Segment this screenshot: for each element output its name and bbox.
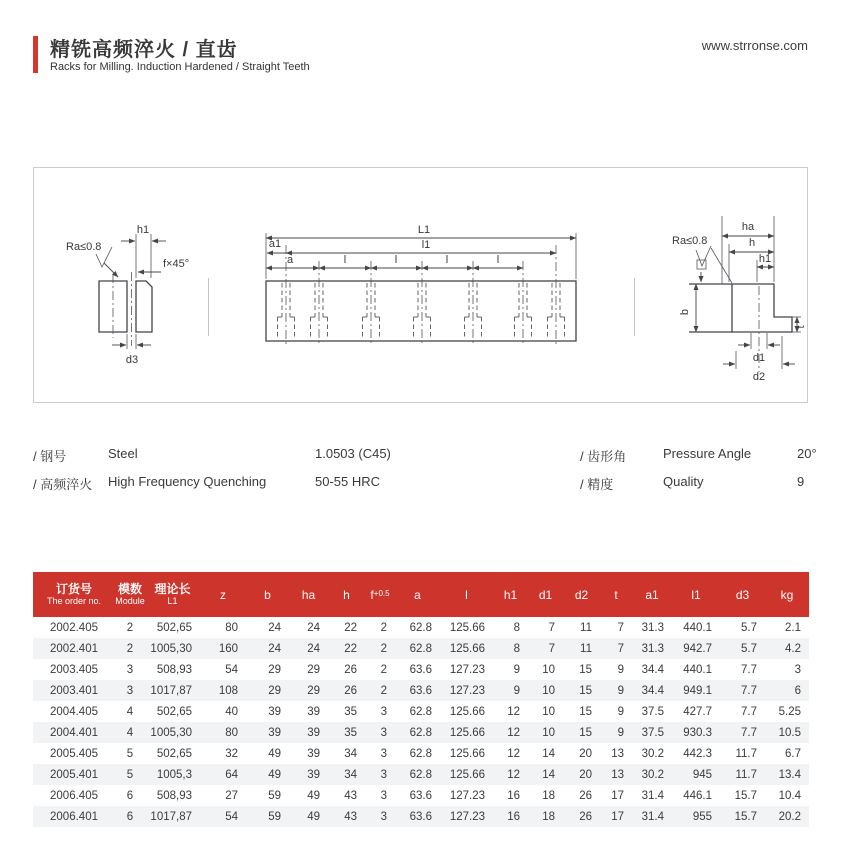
table-cell: 4	[126, 705, 134, 718]
dim-l-pitch	[319, 254, 523, 268]
table-cell: 10	[542, 684, 555, 697]
table-cell: 26	[579, 789, 592, 802]
table-cell: 26	[344, 663, 357, 676]
dim-h1	[757, 253, 774, 282]
table-cell: 63.6	[409, 789, 432, 802]
table-cell: 2006.401	[50, 810, 98, 823]
table-cell: 30.2	[641, 768, 664, 781]
table-cell: 62.8	[409, 621, 432, 634]
table-cell: 127.23	[449, 663, 485, 676]
website-url: www.strronse.com	[701, 38, 808, 53]
table-cell: 2003.401	[50, 684, 98, 697]
dim-label-d1: d1	[752, 352, 766, 364]
table-cell: 35	[344, 705, 357, 718]
table-cell: 34	[344, 768, 357, 781]
table-cell: 39	[268, 726, 281, 739]
table-cell: 13	[611, 768, 624, 781]
table-cell: 3	[380, 705, 387, 718]
table-cell: 15	[579, 726, 592, 739]
table-cell: 10	[542, 663, 555, 676]
table-cell: 7.7	[741, 684, 757, 697]
dim-d3	[112, 334, 151, 366]
col-h1: h1	[493, 572, 528, 617]
dim-label-L1: L1	[417, 224, 431, 236]
table-cell: 49	[268, 768, 281, 781]
dim-l1	[286, 239, 556, 253]
table-cell: 3	[380, 726, 387, 739]
table-row	[33, 722, 809, 743]
table-cell: 2004.405	[50, 705, 98, 718]
table-cell: 9	[617, 705, 624, 718]
table-cell: 34.4	[641, 663, 664, 676]
surface-finish-label: Ra≤0.8	[66, 241, 102, 253]
table-cell: 7	[548, 621, 555, 634]
table-cell: 7.7	[741, 663, 757, 676]
table-cell: 22	[344, 642, 357, 655]
table-cell: 3	[126, 684, 134, 697]
table-cell: 30.2	[641, 747, 664, 760]
dim-label-h1: h1	[136, 224, 150, 236]
table-cell: 2002.405	[50, 621, 98, 634]
table-row	[33, 680, 809, 701]
table-cell: 27	[225, 789, 238, 802]
table-cell: 15.7	[734, 789, 757, 802]
table-cell: 125.66	[449, 747, 485, 760]
rack-end-section-view	[62, 186, 252, 396]
table-cell: 127.23	[449, 684, 485, 697]
table-cell: 15.7	[734, 810, 757, 823]
table-cell: 8	[513, 642, 520, 655]
table-cell: 945	[692, 768, 712, 781]
col-l1: l1	[672, 572, 720, 617]
table-cell: 9	[513, 663, 520, 676]
dim-label-l: l	[343, 254, 347, 266]
spec-value: 50-55 HRC	[315, 474, 381, 489]
dim-label-l: l	[394, 254, 398, 266]
table-cell: 16	[507, 789, 520, 802]
table-row	[33, 659, 809, 680]
table-cell: 2004.401	[50, 726, 98, 739]
col-l: l	[440, 572, 493, 617]
table-cell: 125.66	[449, 705, 485, 718]
dim-label-l1: l1	[421, 239, 431, 251]
dim-a	[266, 254, 319, 268]
table-row	[33, 806, 809, 827]
table-cell: 1005,30	[150, 726, 192, 739]
table-cell: 14	[542, 768, 555, 781]
table-cell: 39	[268, 705, 281, 718]
table-cell: 125.66	[449, 768, 485, 781]
table-cell: 427.7	[683, 705, 712, 718]
table-cell: 17	[611, 789, 624, 802]
table-cell: 502,65	[156, 705, 192, 718]
dim-label-t: t	[795, 325, 807, 329]
surface-finish-callout	[66, 241, 118, 277]
table-row	[33, 638, 809, 659]
table-cell: 9	[617, 663, 624, 676]
table-cell: 508,93	[156, 789, 192, 802]
table-cell: 125.66	[449, 642, 485, 655]
table-cell: 32	[225, 747, 238, 760]
dim-a1	[267, 238, 286, 253]
dim-label-ha: ha	[741, 221, 755, 233]
table-cell: 49	[307, 810, 320, 823]
table-cell: 10	[542, 705, 555, 718]
table-cell: 127.23	[449, 810, 485, 823]
table-cell: 508,93	[156, 663, 192, 676]
dim-label-d3: d3	[125, 354, 139, 366]
col-module: 模数 Module	[115, 572, 145, 617]
table-cell: 12	[507, 747, 520, 760]
table-cell: 15	[579, 684, 592, 697]
table-cell: 9	[617, 684, 624, 697]
table-cell: 3	[380, 810, 387, 823]
table-cell: 6	[126, 810, 134, 823]
spec-label-en: Steel	[108, 446, 138, 461]
table-cell: 62.8	[409, 747, 432, 760]
spec-label-zh: / 齿形角	[580, 449, 627, 464]
surface-finish-icon	[696, 246, 711, 266]
rack-side-section-view	[632, 186, 807, 396]
table-cell: 20	[579, 747, 592, 760]
rack-top-view	[256, 193, 616, 368]
table-cell: 14	[542, 747, 555, 760]
table-row	[33, 743, 809, 764]
table-cell: 11.7	[735, 768, 757, 781]
table-cell: 949.1	[683, 684, 712, 697]
table-cell: 31.4	[641, 789, 664, 802]
table-cell: 440.1	[683, 621, 712, 634]
table-cell: 1005,30	[150, 642, 192, 655]
table-cell: 5.25	[778, 705, 801, 718]
table-cell: 24	[307, 642, 320, 655]
table-cell: 20.2	[778, 810, 801, 823]
spec-label-zh: / 钢号	[33, 449, 67, 464]
table-cell: 127.23	[449, 789, 485, 802]
table-cell: 54	[225, 810, 238, 823]
table-cell: 942.7	[683, 642, 712, 655]
col-h: h	[328, 572, 365, 617]
table-cell: 29	[307, 663, 320, 676]
mounting-holes	[278, 245, 565, 345]
table-cell: 39	[307, 747, 320, 760]
table-cell: 39	[307, 726, 320, 739]
table-cell: 49	[307, 789, 320, 802]
table-cell: 4.2	[785, 642, 801, 655]
table-cell: 18	[542, 810, 555, 823]
table-cell: 24	[307, 621, 320, 634]
table-cell: 63.6	[409, 684, 432, 697]
table-body	[33, 617, 809, 827]
spec-label-zh: / 精度	[580, 477, 614, 492]
spec-label-zh: / 高频淬火	[33, 477, 93, 492]
table-cell: 34.4	[641, 684, 664, 697]
table-cell: 2	[126, 621, 134, 634]
table-cell: 2006.405	[50, 789, 98, 802]
table-cell: 11.7	[735, 747, 757, 760]
table-cell: 26	[579, 810, 592, 823]
table-cell: 502,65	[156, 621, 192, 634]
table-header-row	[33, 572, 809, 617]
table-cell: 2	[380, 684, 387, 697]
dim-label-h1: h1	[758, 253, 772, 265]
table-cell: 24	[268, 642, 281, 655]
table-cell: 1017,87	[150, 684, 192, 697]
table-cell: 2003.405	[50, 663, 98, 676]
surface-finish-callout	[672, 235, 732, 283]
table-cell: 62.8	[409, 768, 432, 781]
table-cell: 15	[579, 705, 592, 718]
dim-label-l: l	[496, 254, 500, 266]
dim-label-d2: d2	[752, 371, 766, 383]
table-cell: 125.66	[449, 621, 485, 634]
table-cell: 7.7	[741, 705, 757, 718]
table-cell: 29	[268, 684, 281, 697]
col-d3: d3	[720, 572, 765, 617]
table-cell: 6	[794, 684, 801, 697]
table-cell: 43	[344, 810, 357, 823]
table-cell: 37.5	[641, 705, 664, 718]
table-cell: 10.5	[778, 726, 801, 739]
spec-label-en: Pressure Angle	[663, 446, 752, 461]
table-cell: 2.1	[785, 621, 801, 634]
table-cell: 39	[307, 768, 320, 781]
technical-drawing-box	[33, 167, 808, 403]
spec-table	[33, 572, 809, 827]
table-cell: 34	[344, 747, 357, 760]
table-cell: 5	[126, 768, 134, 781]
dim-label-l: l	[445, 254, 449, 266]
table-cell: 22	[344, 621, 357, 634]
table-cell: 5.7	[741, 642, 757, 655]
col-z: z	[200, 572, 246, 617]
col-f: $f^{+0.5}$	[365, 572, 395, 617]
table-cell: 1005,3	[156, 768, 192, 781]
table-cell: 10.4	[778, 789, 801, 802]
table-cell: 15	[579, 663, 592, 676]
table-cell: 7	[548, 642, 555, 655]
table-cell: 8	[513, 621, 520, 634]
table-cell: 955	[692, 810, 712, 823]
table-cell: 446.1	[683, 789, 712, 802]
table-cell: 9	[617, 726, 624, 739]
col-ha: ha	[289, 572, 328, 617]
table-cell: 440.1	[683, 663, 712, 676]
table-cell: 1017,87	[150, 810, 192, 823]
table-cell: 63.6	[409, 810, 432, 823]
table-cell: 49	[268, 747, 281, 760]
table-cell: 2002.401	[50, 642, 98, 655]
table-cell: 12	[507, 768, 520, 781]
table-cell: 80	[225, 621, 238, 634]
dim-label-a1: a1	[268, 238, 282, 250]
table-cell: 13.4	[778, 768, 801, 781]
dim-label-f45: f×45°	[163, 258, 190, 270]
hatched-body	[689, 284, 792, 332]
table-cell: 2005.401	[50, 768, 98, 781]
table-cell: 63.6	[409, 663, 432, 676]
table-row	[33, 764, 809, 785]
spec-label-en: Quality	[663, 474, 704, 489]
table-cell: 43	[344, 789, 357, 802]
dim-label-a: a	[286, 254, 294, 266]
col-d1: d1	[528, 572, 563, 617]
table-cell: 3	[380, 747, 387, 760]
dim-b	[679, 284, 696, 332]
table-cell: 12	[507, 726, 520, 739]
dim-ha	[722, 216, 774, 284]
table-cell: 59	[268, 789, 281, 802]
dim-f45	[138, 258, 189, 272]
table-cell: 3	[794, 663, 801, 676]
table-cell: 54	[225, 663, 238, 676]
dim-t	[792, 317, 807, 332]
table-cell: 502,65	[156, 747, 192, 760]
table-cell: 11	[580, 621, 592, 634]
table-cell: 40	[225, 705, 238, 718]
dim-label-b: b	[679, 308, 691, 316]
table-cell: 31.3	[641, 621, 664, 634]
spec-value: 20°	[797, 446, 817, 461]
table-cell: 2	[380, 642, 387, 655]
table-cell: 24	[268, 621, 281, 634]
table-cell: 3	[380, 768, 387, 781]
table-row	[33, 701, 809, 722]
dim-label-h: h	[748, 237, 756, 249]
table-cell: 7.7	[741, 726, 757, 739]
table-cell: 39	[307, 705, 320, 718]
spec-value: 1.0503 (C45)	[315, 446, 391, 461]
table-cell: 7	[617, 621, 624, 634]
table-cell: 2	[380, 621, 387, 634]
table-cell: 26	[344, 684, 357, 697]
table-cell: 108	[218, 684, 238, 697]
table-cell: 10	[542, 726, 555, 739]
table-cell: 18	[542, 789, 555, 802]
page-title-zh: 精铣高频淬火 / 直齿	[50, 39, 238, 61]
surface-finish-label: Ra≤0.8	[672, 235, 708, 247]
dim-L1	[266, 224, 576, 279]
table-cell: 3	[380, 789, 387, 802]
table-cell: 5	[126, 747, 134, 760]
table-cell: 62.8	[409, 705, 432, 718]
table-cell: 4	[126, 726, 134, 739]
table-cell: 12	[507, 705, 520, 718]
table-cell: 2	[126, 642, 134, 655]
table-cell: 16	[507, 810, 520, 823]
col-order-no: 订货号 The order no.	[33, 572, 115, 617]
table-cell: 17	[611, 810, 624, 823]
table-cell: 7	[617, 642, 624, 655]
table-cell: 6.7	[785, 747, 801, 760]
table-cell: 11	[580, 642, 592, 655]
table-cell: 160	[218, 642, 238, 655]
table-row	[33, 617, 809, 638]
col-d2: d2	[563, 572, 600, 617]
table-cell: 37.5	[641, 726, 664, 739]
col-b: b	[246, 572, 289, 617]
table-cell: 442.3	[683, 747, 712, 760]
table-cell: 5.7	[741, 621, 757, 634]
table-cell: 29	[268, 663, 281, 676]
col-length-L1: 理论长 L1	[145, 572, 200, 617]
table-cell: 29	[307, 684, 320, 697]
col-t: t	[600, 572, 632, 617]
table-cell: 930.3	[683, 726, 712, 739]
table-cell: 62.8	[409, 642, 432, 655]
table-header	[33, 572, 809, 617]
col-kg: kg	[765, 572, 809, 617]
dim-h1	[121, 224, 166, 278]
table-cell: 9	[513, 684, 520, 697]
red-accent-bar	[33, 36, 38, 73]
spec-value: 9	[797, 474, 805, 489]
table-cell: 80	[225, 726, 238, 739]
table-cell: 2	[380, 663, 387, 676]
table-cell: 64	[225, 768, 238, 781]
hatched-body	[99, 281, 152, 332]
table-cell: 6	[126, 789, 134, 802]
page-title-en: Racks for Milling. Induction Hardened / Straight Teeth	[50, 61, 310, 73]
table-cell: 31.4	[641, 810, 664, 823]
table-cell: 13	[611, 747, 624, 760]
table-cell: 125.66	[449, 726, 485, 739]
col-a: a	[395, 572, 440, 617]
table-cell: 20	[579, 768, 592, 781]
col-a1: a1	[632, 572, 672, 617]
spec-label-en: High Frequency Quenching	[108, 474, 267, 489]
table-cell: 2005.405	[50, 747, 98, 760]
table-cell: 59	[268, 810, 281, 823]
table-cell: 3	[126, 663, 134, 676]
table-cell: 35	[344, 726, 357, 739]
rack-body	[266, 281, 576, 341]
table-row	[33, 785, 809, 806]
table-cell: 62.8	[409, 726, 432, 739]
table-cell: 31.3	[641, 642, 664, 655]
